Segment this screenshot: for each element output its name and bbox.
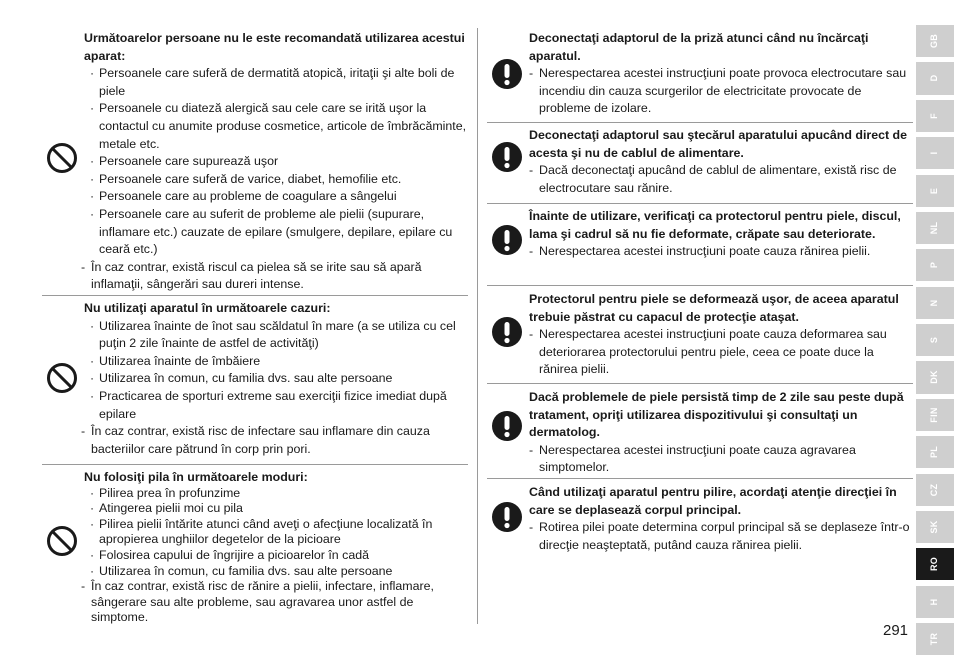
left-column (42, 30, 468, 626)
exclamation-icon (491, 316, 523, 348)
language-tab-pl[interactable]: PL (916, 436, 954, 468)
section-heading: Protectorul pentru piele se deformează uşor, de aceea aparatul trebuie păstrat cu capacul de protecţie ataşat. (529, 292, 899, 324)
exclamation-icon (491, 410, 523, 442)
warning-section-check-before-use (487, 204, 913, 286)
list-item: · Persoanele care supurează uşor (84, 153, 468, 171)
right-column (487, 30, 913, 554)
language-tab-s[interactable]: S (916, 324, 954, 356)
prohibition-icon (46, 362, 78, 394)
prohibition-icon (46, 525, 78, 557)
consequence-note: - Nerespectarea acestei instrucţiuni poate cauza rănirea pielii. (529, 243, 913, 261)
section-heading: Înainte de utilizare, verificaţi ca protectorul pentru piele, discul, lama şi cadrul să nu fie deformate, crăpate sau deteriorate. (529, 209, 901, 241)
list-item: · Persoanele care suferă de dermatită atopică, iritaţii şi alte boli de piele (84, 65, 468, 100)
consequence-note: - Nerespectarea acestei instrucţiuni poate cauza agravarea simptomelor. (529, 442, 913, 477)
language-tab-ro-active[interactable]: RO (916, 548, 954, 580)
list-item: · Pilirea pielii întărite atunci când aveţi o afecţiune localizată în apropierea unghiilor degetelor de la picioare (84, 517, 468, 548)
language-tab-h[interactable]: H (916, 586, 954, 618)
list-item: · Persoanele care au suferit de probleme ale pielii (supurare, inflamare etc.) cauzate de epilare (smulgere, depilare, epilare cu ceară etc.) (84, 206, 468, 259)
section-heading: Următoarelor persoane nu le este recomandată utilizarea acestui aparat: (84, 31, 465, 63)
language-tab-fin[interactable]: FIN (916, 399, 954, 431)
exclamation-icon (491, 501, 523, 533)
list-item: · Persoanele care au probleme de coagulare a sângelui (84, 188, 468, 206)
consequence-note: - În caz contrar, există risc de rănire a pielii, infectare, inflamare, sângerare sau alte probleme, sau agravarea unor astfel de simptome. (81, 579, 468, 626)
list-item: · Utilizarea înainte de înot sau scăldatul în mare (a se utiliza cu cel puţin 2 zile înainte de astfel de activităţi) (84, 318, 468, 353)
list-item: · Atingerea pielii moi cu pila (84, 501, 468, 517)
section-heading: Deconectaţi adaptorul sau ştecărul aparatului apucând direct de acesta şi nu de cablul de alimentare. (529, 128, 908, 160)
language-tab-e[interactable]: E (916, 175, 954, 207)
language-tab-sk[interactable]: SK (916, 511, 954, 543)
warning-section-do-not-use-cases (42, 296, 468, 465)
language-tab-tr[interactable]: TR (916, 623, 954, 655)
language-tab-n[interactable]: N (916, 287, 954, 319)
warning-section-filing-direction (487, 479, 913, 554)
consequence-note: - Nerespectarea acestei instrucţiuni poate cauza deformarea sau deteriorarea protectorului pentru piele, ceea ce poate duce la rănirea pielii. (529, 326, 913, 379)
warning-section-unplug-by-plug (487, 123, 913, 204)
list-item: · Persoanele care suferă de varice, diabet, hemofilie etc. (84, 171, 468, 189)
language-tab-p[interactable]: P (916, 249, 954, 281)
section-heading: Deconectaţi adaptorul de la priză atunci când nu încărcaţi aparatul. (529, 31, 869, 63)
language-tab-gb[interactable]: GB (916, 25, 954, 57)
exclamation-icon (491, 224, 523, 256)
list-item: · Utilizarea înainte de îmbăiere (84, 353, 468, 371)
consequence-note: - În caz contrar, există risc de infectare sau inflamare din cauza bacteriilor care pătrund în corp prin pori. (81, 423, 468, 458)
list-item: · Persoanele cu diateză alergică sau cele care se irită uşor la contactul cu anumite produse cosmetice, articole de îmbrăcăminte, metale etc. (84, 100, 468, 153)
prohibition-icon (46, 142, 78, 174)
language-tab-dk[interactable]: DK (916, 361, 954, 393)
consequence-note: - Rotirea pilei poate determina corpul principal să se deplaseze într-o direcţie neaşteptată, putând cauza rănirea pielii. (529, 519, 913, 554)
warning-section-disconnect-adapter (487, 30, 913, 123)
list-item: · Utilizarea în comun, cu familia dvs. sau alte persoane (84, 564, 468, 580)
warning-section-consult-dermatologist (487, 384, 913, 479)
section-heading: Dacă problemele de piele persistă timp de 2 zile sau peste după tratament, opriţi utilizarea dispozitivului şi consultaţi un dermatolog. (529, 390, 904, 440)
language-tab-d[interactable]: D (916, 62, 954, 94)
consequence-note: - Nerespectarea acestei instrucţiuni poate provoca electrocutare sau incendiu din cauza scurgerilor de electricitate provocate de probleme de izolare. (529, 65, 913, 118)
list-item: · Practicarea de sporturi extreme sau exerciţii fizice imediat după epilare (84, 388, 468, 423)
warning-section-not-recommended-persons (42, 30, 468, 296)
language-tab-cz[interactable]: CZ (916, 474, 954, 506)
language-tab-f[interactable]: F (916, 100, 954, 132)
consequence-note: - Dacă deconectaţi apucând de cablul de alimentare, există risc de electrocutare sau rănire. (529, 162, 913, 197)
language-tab-i[interactable]: I (916, 137, 954, 169)
column-divider (477, 28, 478, 624)
language-tabs (916, 25, 954, 660)
warning-section-skin-protector-cap (487, 286, 913, 384)
list-item: · Pilirea prea în profunzime (84, 486, 468, 502)
section-heading: Nu utilizaţi aparatul în următoarele cazuri: (84, 301, 331, 315)
page-number: 291 (883, 622, 909, 639)
exclamation-icon (491, 58, 523, 90)
list-item: · Utilizarea în comun, cu familia dvs. sau alte persoane (84, 370, 468, 388)
consequence-note: - În caz contrar, există riscul ca pielea să se irite sau să apară inflamaţii, sângerări sau dureri intense. (81, 259, 468, 294)
warning-section-file-usage (42, 465, 468, 626)
list-item: · Folosirea capului de îngrijire a picioarelor în cadă (84, 548, 468, 564)
language-tab-nl[interactable]: NL (916, 212, 954, 244)
section-heading: Când utilizaţi aparatul pentru pilire, acordaţi atenţie direcţiei în care se deplasează corpul principal. (529, 485, 897, 517)
section-heading: Nu folosiţi pila în următoarele moduri: (84, 470, 308, 484)
exclamation-icon (491, 141, 523, 173)
